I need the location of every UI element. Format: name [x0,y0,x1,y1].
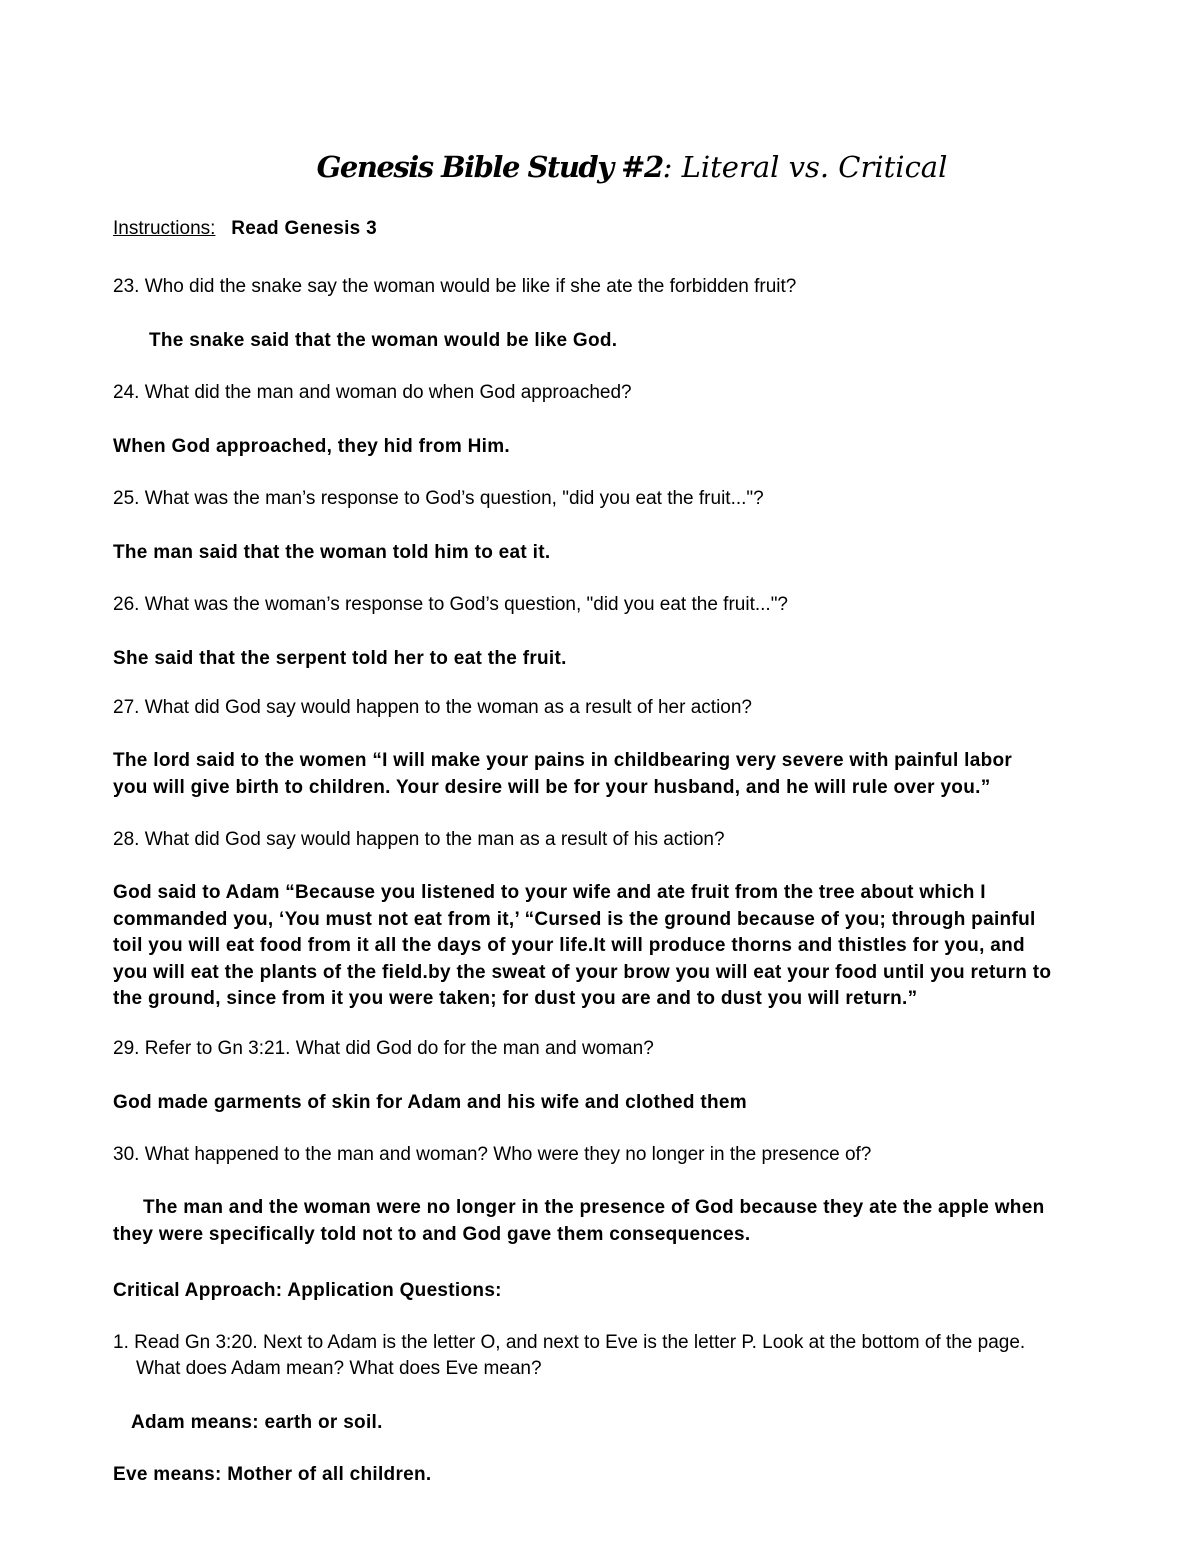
question-28: 28. What did God say would happen to the man as a result of his action? [113,829,725,850]
critical-approach-heading: Critical Approach: Application Questions: [113,1280,502,1301]
question-23: 23. Who did the snake say the woman would be like if she ate the forbidden fruit? [113,276,797,297]
title-subtitle: : Literal vs. Critical [662,150,948,184]
answer-27-line: you will give birth to children. Your desire will be for your husband, and he will rule over you.” [113,776,991,798]
answer-28-line: you will eat the plants of the field.by the sweat of your brow you will eat your food until you return to [113,961,1052,983]
answer-26: She said that the serpent told her to eat the fruit. [113,648,567,669]
answer-30 [113,1195,1044,1248]
answer-28-line: the ground, since from it you were taken; for dust you are and to dust you will return.” [113,988,918,1009]
instructions-text: Read Genesis 3 [231,218,377,239]
critical-question-1-continued: What does Adam mean? What does Eve mean? [136,1358,542,1379]
title-main: Genesis Bible Study #2 [316,150,663,184]
answer-28-line: God said to Adam “Because you listened to your wife and ate fruit from the tree about which I [113,882,986,903]
question-26: 26. What was the woman’s response to God’s question, "did you eat the fruit..."? [113,594,789,615]
answer-28 [113,880,1051,1013]
answer-28-line: toil you will eat food from it all the days of your life.It will produce thorns and thistles for you, and [113,935,1025,956]
answer-30-line: The man and the woman were no longer in the presence of God because they ate the apple when [143,1197,1045,1218]
answer-25: The man said that the woman told him to eat it. [113,542,551,563]
question-27: 27. What did God say would happen to the woman as a result of her action? [113,697,752,718]
critical-question-1: 1. Read Gn 3:20. Next to Adam is the letter O, and next to Eve is the letter P. Look at the bottom of the page. [113,1332,1026,1353]
answer-28-line: commanded you, ‘You must not eat from it,’ “Cursed is the ground because of you; through painful [113,908,1036,930]
question-24: 24. What did the man and woman do when God approached? [113,382,632,403]
instructions-label: Instructions: [113,218,216,239]
question-25: 25. What was the man’s response to God’s question, "did you eat the fruit..."? [113,488,764,509]
answer-23: The snake said that the woman would be like God. [149,330,618,351]
answer-29: God made garments of skin for Adam and his wife and clothed them [113,1092,747,1113]
answer-27-line: The lord said to the women “I will make your pains in childbearing very severe with painful labor [113,750,1013,771]
answer-30-line: they were specifically told not to and God gave them consequences. [113,1223,751,1245]
question-30: 30. What happened to the man and woman? Who were they no longer in the presence of? [113,1144,872,1165]
eve-answer: Eve means: Mother of all children. [113,1464,432,1485]
question-29: 29. Refer to Gn 3:21. What did God do for the man and woman? [113,1038,654,1059]
adam-answer: Adam means: earth or soil. [131,1412,383,1433]
answer-27 [113,748,1012,801]
instructions-line [113,216,377,242]
answer-24: When God approached, they hid from Him. [113,436,510,457]
page-title [0,150,1200,185]
